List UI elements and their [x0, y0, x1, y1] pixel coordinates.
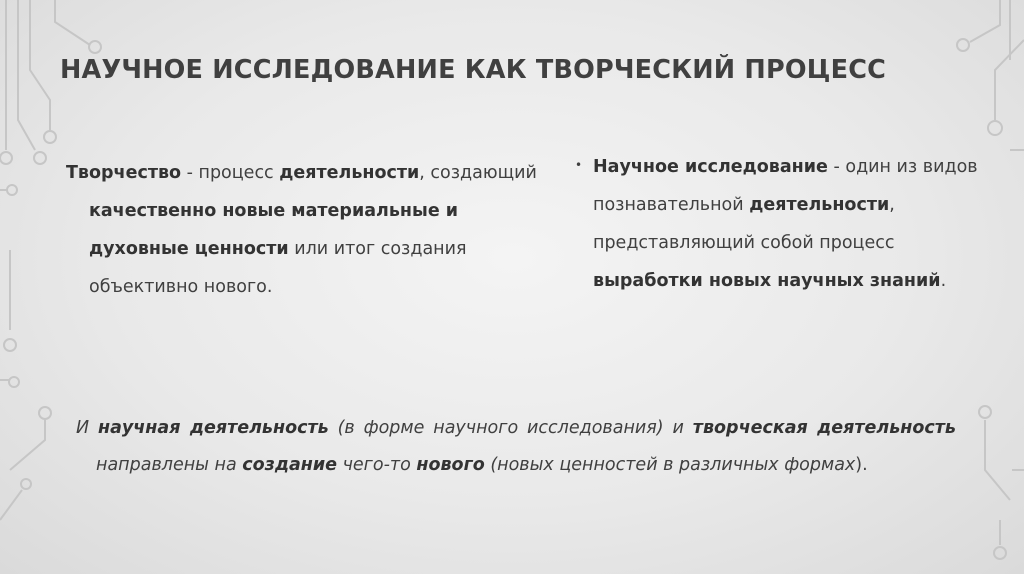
bullet-icon: • — [575, 158, 583, 172]
slide-title: НАУЧНОЕ ИССЛЕДОВАНИЕ КАК ТВОРЧЕСКИЙ ПРОЦЕСС — [60, 55, 887, 85]
left-bold-1: деятельности — [279, 163, 420, 183]
bottom-text-4: (новых ценностей в различных формах — [484, 455, 856, 475]
bottom-text-1: (в форме научного исследования) и — [328, 418, 693, 438]
left-bold-2: качественно новые материальные и духовные ценности — [89, 201, 459, 259]
bottom-text-2: направлены на — [96, 455, 243, 475]
right-bold-2: выработки новых научных знаний — [593, 271, 941, 291]
left-text-3: или итог создания объективно нового. — [89, 239, 467, 297]
bottom-text-5: ). — [855, 455, 868, 475]
creativity-definition — [66, 154, 559, 306]
right-text-1: - один из видов познавательной — [593, 157, 978, 215]
left-text-1: - процесс — [181, 163, 280, 183]
research-definition — [572, 148, 993, 300]
term-creativity: Творчество — [66, 163, 182, 183]
bottom-text-0: И — [76, 418, 98, 438]
term-research: Научное исследование — [593, 157, 828, 177]
bottom-bold-3: создание — [242, 455, 337, 475]
bottom-bold-4: нового — [416, 455, 485, 475]
right-text-3: . — [940, 271, 947, 291]
right-text-2: , представляющий собой процесс — [593, 195, 895, 253]
bottom-bold-2: творческая деятельность — [692, 418, 956, 438]
left-text-2: , создающий — [419, 163, 537, 183]
right-bold-1: деятельности — [749, 195, 890, 215]
bottom-bold-1: научная деятельность — [97, 418, 329, 438]
conclusion-paragraph — [76, 410, 956, 484]
bottom-text-3: чего-то — [337, 455, 417, 475]
